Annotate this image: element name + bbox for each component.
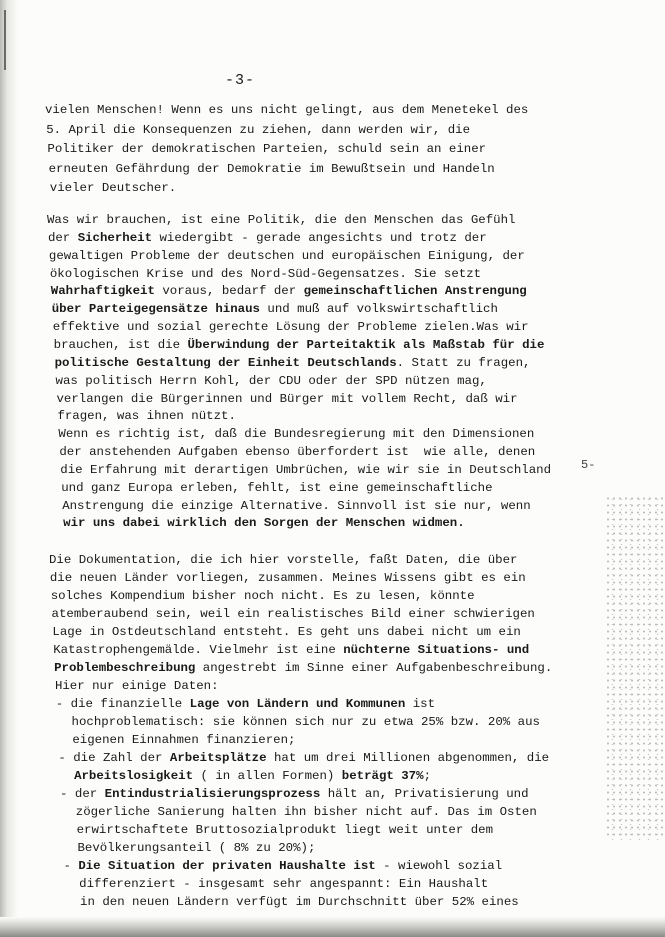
- text-segment: ökologischen Krise und des Nord-Süd-Gegensatzes. Sie setzt: [49, 266, 482, 281]
- page-number: -3-: [225, 72, 256, 89]
- text-line: [64, 877, 488, 891]
- text-segment: - der: [60, 787, 105, 801]
- text-line: [49, 162, 495, 176]
- text-segment: -: [63, 859, 79, 873]
- text-segment: Wenn es richtig ist, daß die Bundesregierung mit den Dimensionen: [58, 427, 535, 442]
- text-segment: gewaltigen Probleme der deutschen und europäischen Einigung, der: [48, 248, 525, 263]
- bold-text: Lage von Ländern und Kommunen: [189, 697, 406, 711]
- text-line: [55, 356, 531, 370]
- text-line: [63, 859, 502, 873]
- text-line: [52, 607, 535, 621]
- text-segment: erwirtschaftete Bruttosozialprodukt liegt weit unter dem: [61, 823, 494, 837]
- text-segment: 5. April die Konsequenzen zu ziehen, dann werden wir, die: [46, 122, 471, 137]
- bold-text: Entindustrialisierungsprozess: [104, 787, 321, 801]
- text-segment: Anstrengung die einzige Alternative. Sinnvoll ist sie nur, wenn: [62, 498, 531, 513]
- text-line: [62, 823, 493, 837]
- text-segment: fragen, was ihnen nützt.: [57, 409, 236, 424]
- text-line: [49, 553, 517, 567]
- bold-text: wir uns dabei wirklich den Sorgen der Menschen widmen.: [63, 516, 465, 531]
- text-line: [60, 463, 551, 477]
- text-segment: eigenen Einnahmen finanzieren;: [57, 733, 296, 747]
- text-segment: Katastrophengemälde. Vielmehr ist eine: [53, 643, 344, 657]
- text-line: [53, 320, 529, 334]
- text-line: [57, 392, 518, 406]
- text-segment: differenziert - insgesamt sehr angespannt: Ein Haushalt: [64, 877, 489, 891]
- text-segment: voraus, bedarf der: [154, 284, 304, 299]
- bold-text: Überwindung der Parteitaktik als Maßstab für die: [187, 337, 545, 352]
- text-segment: ist: [405, 697, 436, 711]
- margin-mark: 5-: [581, 458, 596, 472]
- text-line: [55, 679, 219, 693]
- text-line: [50, 181, 176, 195]
- text-segment: solches Kompendium bisher noch nicht. Es zu lesen, könnte: [50, 589, 475, 603]
- bold-text: über Parteigegensätze hinaus: [51, 302, 260, 317]
- text-segment: Politiker der demokratischen Parteien, schuld sein an einer: [47, 142, 487, 156]
- text-line: [46, 123, 470, 137]
- text-line: [50, 571, 526, 585]
- text-line: [52, 302, 498, 316]
- text-line: [47, 142, 486, 156]
- text-segment: und muß auf volkswirtschaftlich: [259, 302, 498, 317]
- text-line: [59, 445, 535, 459]
- text-line: [45, 103, 528, 117]
- bold-text: beträgt 37%: [341, 769, 424, 783]
- text-line: [54, 338, 545, 352]
- text-line: [52, 625, 520, 639]
- text-line: [62, 499, 530, 513]
- text-segment: hochproblematisch: sie können sich nur zu etwa 25% bzw. 20% aus: [56, 715, 540, 729]
- text-segment: Bevölkerungsanteil ( 8% zu 20%);: [62, 841, 316, 855]
- text-segment: verlangen die Bürgerinnen und Bürger mit vollem Recht, daß wir: [56, 391, 518, 406]
- text-line: [63, 516, 465, 530]
- bold-text: gemeinschaftlichen Anstrengung: [303, 284, 527, 299]
- text-segment: - wiewohl sozial: [375, 859, 503, 873]
- text-line: [54, 661, 552, 675]
- text-segment: - die Zahl der: [58, 751, 170, 765]
- bold-text: Wahrhaftigkeit: [50, 284, 155, 299]
- text-segment: Hier nur einige Daten:: [54, 679, 219, 693]
- text-segment: effektive und sozial gerechte Lösung der Probleme zielen.Was wir: [52, 320, 529, 335]
- text-segment: Lage in Ostdeutschland entsteht. Es geht uns dabei nicht um ein: [52, 625, 521, 639]
- text-segment: die neuen Länder vorliegen, zusammen. Meines Wissens gibt es ein: [49, 571, 526, 585]
- text-line: [58, 427, 534, 441]
- text-line: [57, 715, 540, 729]
- text-segment: - die finanzielle: [55, 697, 190, 711]
- text-segment: der: [47, 230, 78, 245]
- text-segment: atemberaubend sein, weil ein realistisches Bild einer schwierigen: [51, 607, 535, 621]
- text-segment: ;: [423, 769, 431, 783]
- bold-text: Arbeitslosigkeit: [74, 769, 194, 783]
- bold-text: Problembeschreibung: [54, 661, 196, 675]
- text-segment: der anstehenden Aufgaben ebenso überfordert ist wie alle, denen: [59, 445, 536, 460]
- text-segment: was politisch Herrn Kohl, der CDU oder der SPD nützen mag,: [55, 373, 487, 388]
- text-segment: und ganz Europa erleben, fehlt, ist eine gemeinschaftliche: [61, 480, 493, 495]
- text-segment: vielen Menschen! Wenn es uns nicht gelingt, aus dem Menetekel des: [45, 103, 529, 117]
- text-segment: vieler Deutscher.: [49, 181, 177, 195]
- bold-text: politische Gestaltung der Einheit Deutschlands: [54, 355, 397, 370]
- text-line: [53, 643, 529, 657]
- text-segment: ( in allen Formen): [193, 769, 342, 783]
- text-line: [58, 733, 296, 747]
- bold-text: Sicherheit: [77, 230, 153, 245]
- text-segment: Was wir brauchen, ist eine Politik, die den Menschen das Gefühl: [47, 213, 516, 227]
- text-line: [61, 481, 492, 495]
- text-line: [65, 895, 519, 909]
- text-line: [51, 284, 527, 298]
- text-segment: brauchen, ist die: [53, 337, 188, 352]
- text-line: [63, 841, 316, 855]
- bold-text: Die Situation der privaten Haushalte ist: [78, 859, 376, 873]
- text-segment: in den neuen Ländern verfügt im Durchschnitt über 52% eines: [65, 895, 519, 909]
- text-line: [49, 249, 525, 263]
- text-segment: erneuten Gefährdung der Demokratie im Bewußtsein und Handeln: [48, 161, 495, 176]
- text-line: [61, 805, 537, 819]
- text-segment: zögerliche Sanierung halten ihn bisher nicht auf. Das im Osten: [60, 805, 537, 819]
- bold-text: nüchterne Situations- und: [343, 643, 530, 657]
- text-segment: . Statt zu fragen,: [396, 355, 531, 370]
- text-line: [51, 589, 475, 603]
- text-line: [56, 374, 487, 388]
- text-segment: die Erfahrung mit derartigen Umbrüchen, wie wir sie in Deutschland: [60, 462, 552, 477]
- bold-text: Arbeitsplätze: [169, 751, 267, 765]
- text-segment: Die Dokumentation, die ich hier vorstelle, faßt Daten, die über: [49, 553, 518, 567]
- text-line: [56, 697, 435, 711]
- text-line: [57, 409, 235, 423]
- text-segment: wiedergibt - gerade angesichts und trotz der: [152, 230, 487, 245]
- text-segment: [59, 769, 74, 783]
- text-segment: hat um drei Millionen abgenommen, die: [266, 751, 550, 765]
- text-segment: hält an, Privatisierung und: [320, 787, 529, 801]
- text-line: [50, 267, 481, 281]
- text-line: [58, 751, 549, 765]
- text-line: [60, 787, 528, 801]
- text-line: [47, 213, 515, 227]
- text-line: [48, 231, 487, 245]
- text-line: [59, 769, 431, 783]
- text-segment: angestrebt im Sinne einer Aufgabenbeschreibung.: [195, 661, 553, 675]
